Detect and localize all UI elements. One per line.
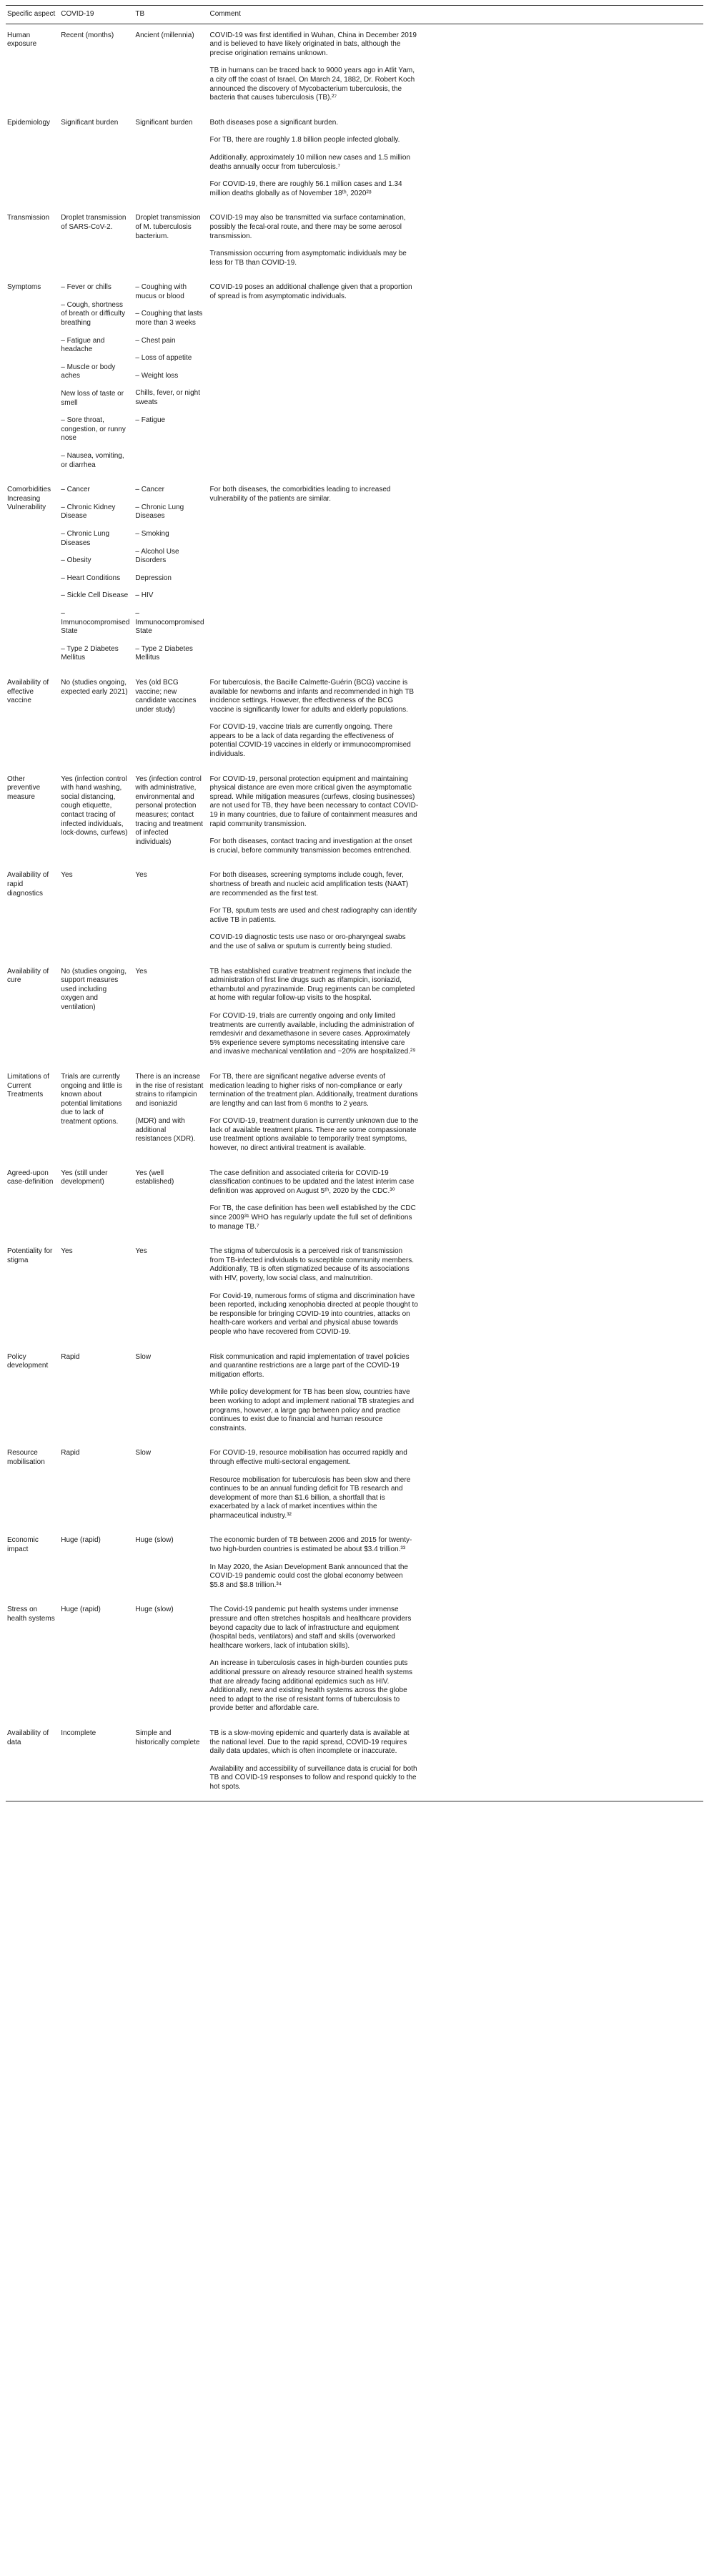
table-row — [6, 1442, 703, 1529]
cell-text: New loss of taste or smell — [61, 390, 124, 407]
tb-cell — [135, 768, 209, 865]
aspect-cell-content — [7, 283, 55, 292]
aspect-cell — [6, 864, 61, 960]
covid19-cell — [61, 112, 135, 207]
cell-text: – Alcohol Use Disorders — [135, 547, 179, 565]
aspect-cell — [6, 1598, 61, 1722]
covid19-cell — [61, 960, 135, 1066]
aspect-cell — [6, 1722, 61, 1801]
comment-paragraph: The Covid-19 pandemic put health systems under immense pressure and often stretches hospitals and healthcare providers beyond capacity due to lack of infrastructure and equipment (hospital beds, ventilators) and staff and skills (overworked healthcare workers, lack of intubation skills). — [209, 1606, 412, 1650]
covid19-cell — [61, 864, 135, 960]
cell-text: Rapid — [61, 1449, 80, 1457]
comment-cell-content — [210, 1073, 419, 1154]
aspect-cell-content — [7, 1073, 55, 1100]
tb-cell — [135, 207, 209, 276]
covid19-cell — [61, 1162, 135, 1241]
aspect-label: Availability of cure — [7, 967, 49, 985]
tb-cell — [135, 1598, 209, 1722]
comment-paragraph: An increase in tuberculosis cases in high-burden counties puts additional pressure on already resource strained health systems that are already facing additional epidemics such as HIV. Additionally, new and existing health systems across the globe need to adapt to the rise of resistant forms of tuberculosis to provide better and affordable care. — [209, 1659, 413, 1713]
cell-text: – Cough, shortness of breath or difficulty breathing — [61, 300, 126, 328]
comment-paragraph: For COVID-19, trials are currently ongoing and only limited treatments are currently available, including the administration of remdesivir and dexamethasone in severe cases. Approximately 5% experience severe symptoms necessitating intensive care and invasive mechanical ventilation and ~20% are hospitalized.²⁹ — [209, 1011, 416, 1056]
covid19-cell — [61, 276, 135, 478]
comment-paragraph: TB in humans can be traced back to 9000 years ago in Atlit Yam, a city off the coast of Israel. On March 24, 1882, Dr. Robert Koch announced the discovery of Mycobacterium tuberculosis, the bacteria that causes tuberculosis (TB).²⁷ — [209, 67, 415, 102]
aspect-cell — [6, 276, 61, 478]
comment-paragraph: TB is a slow-moving epidemic and quarterly data is available at the national level. Due to the rapid spread, COVID-19 requires daily data updates, which is often incomplete or inaccurate. — [209, 1729, 410, 1756]
aspect-cell-content — [7, 1606, 55, 1623]
covid19-cell-content — [61, 775, 129, 838]
table-row — [6, 1240, 703, 1345]
cell-text: – Fever or chills — [61, 283, 111, 292]
cell-text: No (studies ongoing, support measures used including oxygen and ventilation) — [61, 967, 127, 1011]
cell-text: – Coughing that lasts more than 3 weeks — [135, 310, 203, 328]
cell-text: Depression — [135, 574, 172, 582]
cell-text: Yes — [135, 1247, 147, 1256]
aspect-cell-content — [7, 968, 55, 985]
cell-text: Significant burden — [135, 118, 193, 127]
tb-cell-content — [135, 214, 204, 241]
comment-cell-content — [210, 968, 419, 1057]
tb-cell — [135, 960, 209, 1066]
comment-paragraph: Risk communication and rapid implementation of travel policies and quarantine restrictions are a large part of the COVID-19 mitigation efforts. — [209, 1352, 410, 1379]
cell-text: – Nausea, vomiting, or diarrhea — [61, 452, 124, 469]
comment-paragraph: For COVID-19, there are roughly 56.1 million cases and 1.34 million deaths globally as of November 18ᵗʰ, 2020²⁸ — [209, 180, 402, 197]
covid19-cell — [61, 1598, 135, 1722]
aspect-label: Potentiality for stigma — [7, 1247, 53, 1264]
tb-cell — [135, 112, 209, 207]
covid19-cell-content — [61, 1353, 129, 1362]
aspect-cell — [6, 24, 61, 112]
comment-paragraph: While policy development for TB has been slow, countries have been working to adopt and implement national TB strategies and programs, however, a large gap between policy and practice continues to exist due to financial and human resource constraints. — [209, 1388, 415, 1432]
aspect-cell-content — [7, 1247, 55, 1265]
cell-text: Huge (slow) — [135, 1536, 174, 1545]
tb-cell-content — [135, 31, 204, 41]
tb-cell-content — [135, 871, 204, 880]
covid19-cell-content — [61, 1729, 129, 1739]
tb-cell-content — [135, 1536, 204, 1545]
aspect-cell — [6, 1066, 61, 1162]
tb-cell — [135, 276, 209, 478]
comment-cell — [210, 768, 703, 865]
comment-paragraph: Transmission occurring from asymptomatic individuals may be less for TB than COVID-19. — [209, 250, 407, 267]
cell-text: – Type 2 Diabetes Mellitus — [135, 644, 193, 662]
cell-text: Significant burden — [61, 118, 119, 127]
aspect-label: Availability of effective vaccine — [7, 678, 49, 705]
comment-paragraph: For Covid-19, numerous forms of stigma and discrimination have been reported, including xenophobia directed at people thought to be responsible for bringing COVID-19 into countries, attacks on health-care workers and verbal and physical abuse towards people who have recovered from COVID-19. — [209, 1292, 418, 1336]
covid-tb-comparison-table — [6, 5, 703, 1801]
tb-cell-content — [135, 679, 204, 714]
aspect-cell — [6, 1162, 61, 1241]
comment-cell-content — [210, 1729, 419, 1792]
covid19-cell-content — [61, 283, 129, 470]
cell-text: Yes — [61, 1247, 73, 1256]
table-row — [6, 276, 703, 478]
covid19-cell — [61, 1442, 135, 1529]
aspect-cell-content — [7, 119, 55, 128]
covid19-cell — [61, 672, 135, 768]
table-row — [6, 864, 703, 960]
comment-cell — [210, 478, 703, 672]
tb-cell — [135, 478, 209, 672]
table-row — [6, 1066, 703, 1162]
aspect-cell-content — [7, 679, 55, 706]
table-row — [6, 1598, 703, 1722]
comment-cell-content — [210, 1247, 419, 1337]
comment-paragraph: Resource mobilisation for tuberculosis has been slow and there continues to be an annual funding deficit for TB research and development of more than $1.6 billion, a shortfall that is exacerbated by a lack of market incentives within the pharmaceutical industry.³² — [209, 1475, 411, 1520]
covid19-cell — [61, 1066, 135, 1162]
cell-text: Yes (still under development) — [61, 1169, 108, 1186]
covid19-cell — [61, 1240, 135, 1345]
aspect-cell — [6, 960, 61, 1066]
cell-text: Yes (well established) — [135, 1169, 174, 1186]
covid19-cell — [61, 1529, 135, 1598]
covid19-cell — [61, 207, 135, 276]
aspect-label: Resource mobilisation — [7, 1449, 45, 1466]
comment-cell — [210, 672, 703, 768]
column-header-covid19: COVID-19 — [61, 6, 135, 24]
aspect-cell-content — [7, 871, 55, 898]
cell-text: – Immunocompromised State — [61, 609, 130, 636]
covid19-cell-content — [61, 968, 129, 1013]
aspect-cell-content — [7, 1353, 55, 1371]
cell-text: – Sickle Cell Disease — [61, 591, 129, 600]
tb-cell-content — [135, 968, 204, 977]
covid19-cell-content — [61, 1449, 129, 1458]
comment-cell — [210, 1722, 703, 1801]
tb-cell — [135, 1066, 209, 1162]
cell-text: – Fatigue — [135, 416, 166, 424]
cell-text: Slow — [135, 1449, 152, 1457]
comment-paragraph: For TB, the case definition has been well established by the CDC since 2009³¹ WHO has regularly update the full set of definitions to manage TB.⁷ — [209, 1204, 416, 1231]
aspect-label: Other preventive measure — [7, 775, 41, 801]
cell-text: Huge (rapid) — [61, 1536, 101, 1545]
column-header-specific-aspect: Specific aspect — [6, 6, 61, 24]
aspect-cell-content — [7, 31, 55, 49]
comment-cell-content — [210, 1169, 419, 1232]
covid19-cell — [61, 768, 135, 865]
aspect-label: Policy development — [7, 1352, 49, 1370]
comment-paragraph: For both diseases, the comorbidities leading to increased vulnerability of the patients are similar. — [209, 486, 391, 503]
aspect-label: Economic impact — [7, 1536, 39, 1554]
tb-cell — [135, 1240, 209, 1345]
cell-text: – Chronic Kidney Disease — [61, 503, 116, 521]
comment-cell-content — [210, 1353, 419, 1434]
comment-paragraph: The stigma of tuberculosis is a perceived risk of transmission from TB-infected individuals to susceptible community members. Additionally, TB is often stigmatized because of its associations with HIV, poverty, low social class, and malnutrition. — [209, 1247, 415, 1282]
cell-text: (MDR) and with additional resistances (XDR). — [135, 1117, 196, 1144]
cell-text: – Type 2 Diabetes Mellitus — [61, 644, 119, 662]
cell-text: There is an increase in the rise of resistant strains to rifampicin and isoniazid — [135, 1072, 204, 1108]
cell-text: Yes — [61, 871, 73, 880]
comment-paragraph: Availability and accessibility of surveillance data is crucial for both TB and COVID-19 responses to follow and respond quickly to the hot spots. — [209, 1764, 417, 1791]
cell-text: Droplet transmission of M. tuberculosis bacterium. — [135, 214, 201, 240]
cell-text: Droplet transmission of SARS-CoV-2. — [61, 214, 127, 231]
comment-cell — [210, 112, 703, 207]
cell-text: Ancient (millennia) — [135, 31, 194, 39]
comment-paragraph: COVID-19 may also be transmitted via surface contamination, possibly the fecal-oral route, and there may be some aerosol transmission. — [209, 214, 406, 240]
aspect-cell — [6, 112, 61, 207]
aspect-label: Transmission — [7, 214, 50, 222]
comment-paragraph: COVID-19 was first identified in Wuhan, China in December 2019 and is believed to have likely originated in bats, although the precise origination remains unknown. — [209, 31, 417, 57]
tb-cell-content — [135, 775, 204, 847]
table-row — [6, 768, 703, 865]
comment-paragraph: For COVID-19, resource mobilisation has occurred rapidly and through effective multi-sectoral engagement. — [209, 1449, 407, 1466]
table-row — [6, 1722, 703, 1801]
comment-cell — [210, 1346, 703, 1442]
comment-cell — [210, 276, 703, 478]
aspect-label: Agreed-upon case-definition — [7, 1169, 54, 1186]
cell-text: – HIV — [135, 591, 154, 600]
cell-text: Yes (old BCG vaccine; new candidate vaccines under study) — [135, 678, 197, 714]
column-header-tb: TB — [135, 6, 209, 24]
aspect-label: Symptoms — [7, 283, 41, 292]
comment-cell-content — [210, 1449, 419, 1520]
table-row — [6, 1162, 703, 1241]
cell-text: No (studies ongoing, expected early 2021) — [61, 678, 128, 696]
cell-text: – Loss of appetite — [135, 354, 192, 363]
covid19-cell-content — [61, 871, 129, 880]
aspect-cell — [6, 1346, 61, 1442]
cell-text: – Chronic Lung Diseases — [135, 503, 184, 521]
covid19-cell-content — [61, 1247, 129, 1257]
covid19-cell — [61, 1722, 135, 1801]
comment-paragraph: For TB, there are significant negative adverse events of medication leading to higher risks of non-compliance or early termination of the treatment plan. Additionally, treatment durations are lengthy and can last from 6 months to 2 years. — [209, 1072, 418, 1108]
aspect-cell — [6, 1240, 61, 1345]
comment-paragraph: In May 2020, the Asian Development Bank announced that the COVID-19 pandemic could cost the global economy between $5.8 and $8.8 trillion.³⁴ — [209, 1563, 408, 1589]
aspect-cell-content — [7, 775, 55, 802]
table-header-row — [6, 6, 703, 24]
comment-cell — [210, 864, 703, 960]
comment-cell — [210, 24, 703, 112]
comment-cell-content — [210, 1536, 419, 1590]
cell-text: – Chronic Lung Diseases — [61, 529, 110, 547]
cell-text: – Immunocompromised State — [135, 609, 204, 636]
comment-paragraph: For TB, sputum tests are used and chest radiography can identify active TB in patients. — [209, 907, 417, 924]
comment-cell — [210, 1240, 703, 1345]
cell-text: – Weight loss — [135, 371, 179, 380]
table-row — [6, 478, 703, 672]
cell-text: – Sore throat, congestion, or runny nose — [61, 416, 126, 443]
comment-paragraph: TB has established curative treatment regimens that include the administration of first line drugs such as rifampicin, isoniazid, ethambutol and pyrazinamide. Drug regiments can be completed at home with regular follow-up visits to the hospital. — [209, 967, 415, 1003]
table-row — [6, 24, 703, 112]
cell-text: – Obesity — [61, 556, 91, 565]
covid19-cell-content — [61, 119, 129, 128]
covid19-cell-content — [61, 679, 129, 697]
cell-text: Chills, fever, or night sweats — [135, 389, 201, 407]
table-row — [6, 1346, 703, 1442]
tb-cell-content — [135, 1353, 204, 1362]
cell-text: – Fatigue and headache — [61, 336, 105, 354]
comment-cell — [210, 1598, 703, 1722]
aspect-label: Availability of data — [7, 1729, 49, 1746]
comment-cell — [210, 1529, 703, 1598]
comment-cell-content — [210, 486, 419, 503]
covid19-cell-content — [61, 1536, 129, 1545]
comment-cell — [210, 960, 703, 1066]
comment-paragraph: For COVID-19, vaccine trials are currently ongoing. There appears to be a lack of data regarding the effectiveness of potential COVID-19 vaccines in elderly or immunocompromised individuals. — [209, 723, 411, 759]
aspect-cell-content — [7, 1536, 55, 1554]
column-header-comment: Comment — [210, 6, 703, 24]
comment-paragraph: The economic burden of TB between 2006 and 2015 for twenty-two high-burden countries is estimated be about $3.4 trillion.³³ — [209, 1536, 412, 1554]
aspect-cell — [6, 768, 61, 865]
comment-cell-content — [210, 1606, 419, 1714]
covid19-cell — [61, 478, 135, 672]
comment-paragraph: COVID-19 diagnostic tests use naso or oro-pharyngeal swabs and the use of saliva or sputum is currently being studied. — [209, 933, 406, 950]
cell-text: Huge (slow) — [135, 1606, 174, 1614]
cell-text: Yes — [135, 871, 147, 880]
comment-paragraph: For COVID-19, personal protection equipment and maintaining physical distance are even more critical given the asymptomatic spread. While mitigation measures (curfews, closing businesses) are not used for TB, they have been necessary to contact COVID-19 in many countries, due to failure of containment measures and rapid community transmission. — [209, 775, 419, 828]
comment-cell — [210, 1442, 703, 1529]
cell-text: – Coughing with mucus or blood — [135, 283, 187, 300]
cell-text: – Cancer — [61, 486, 90, 494]
aspect-label: Human exposure — [7, 31, 37, 49]
tb-cell-content — [135, 486, 204, 663]
cell-text: – Cancer — [135, 486, 164, 494]
aspect-cell-content — [7, 1449, 55, 1467]
cell-text: Huge (rapid) — [61, 1606, 101, 1614]
cell-text: Slow — [135, 1352, 152, 1361]
aspect-label: Stress on health systems — [7, 1606, 55, 1623]
comment-cell — [210, 1162, 703, 1241]
cell-text: Yes (infection control with administrative, environmental and personal protection measures; contact tracing and treatment of infected individuals) — [135, 775, 203, 846]
aspect-cell — [6, 1529, 61, 1598]
cell-text: – Heart Conditions — [61, 574, 121, 582]
comment-cell-content — [210, 871, 419, 951]
aspect-cell — [6, 207, 61, 276]
tb-cell-content — [135, 1606, 204, 1615]
comment-paragraph: Both diseases pose a significant burden. — [209, 118, 339, 127]
aspect-label: Availability of rapid diagnostics — [7, 871, 49, 898]
tb-cell-content — [135, 1073, 204, 1144]
tb-cell — [135, 864, 209, 960]
comment-cell-content — [210, 31, 419, 103]
comment-paragraph: For COVID-19, treatment duration is currently unknown due to the lack of available treatment plans. There are some compassionate use treatment options available to temporarily treat symptoms, however, no direct antiviral treatment is available. — [209, 1117, 419, 1153]
aspect-label: Epidemiology — [7, 118, 51, 127]
covid19-cell-content — [61, 1169, 129, 1187]
tb-cell — [135, 1442, 209, 1529]
tb-cell-content — [135, 1449, 204, 1458]
table-row — [6, 1529, 703, 1598]
comment-paragraph: The case definition and associated criteria for COVID-19 classification continues to be updated and the latest interim case definition was approved on August 5ᵗʰ, 2020 by the CDC.³⁰ — [209, 1169, 415, 1195]
comment-paragraph: For both diseases, contact tracing and investigation at the onset is crucial, before community transmission becomes entrenched. — [209, 837, 412, 855]
cell-text: – Chest pain — [135, 336, 176, 345]
table-row — [6, 672, 703, 768]
tb-cell — [135, 1346, 209, 1442]
table-row — [6, 207, 703, 276]
tb-cell-content — [135, 1169, 204, 1187]
tb-cell-content — [135, 1247, 204, 1257]
comment-paragraph: Additionally, approximately 10 million new cases and 1.5 million deaths annually occur from tuberculosis.⁷ — [209, 153, 411, 171]
covid19-cell — [61, 24, 135, 112]
comment-cell-content — [210, 119, 419, 199]
comment-cell-content — [210, 214, 419, 267]
tb-cell — [135, 1529, 209, 1598]
comment-paragraph: For both diseases, screening symptoms include cough, fever, shortness of breath and nucleic acid amplification tests (NAAT) are recommended as the first test. — [209, 871, 409, 898]
aspect-cell — [6, 478, 61, 672]
covid19-cell — [61, 1346, 135, 1442]
tb-cell — [135, 24, 209, 112]
comment-cell-content — [210, 775, 419, 856]
tb-cell — [135, 1162, 209, 1241]
cell-text: Yes (infection control with hand washing, social distancing, cough etiquette, contact tracing of infected individuals, lock-downs, curfews) — [61, 775, 128, 837]
comment-paragraph: COVID-19 poses an additional challenge given that a proportion of spread is from asymptomatic individuals. — [209, 283, 412, 300]
comment-cell — [210, 207, 703, 276]
cell-text: Recent (months) — [61, 31, 114, 39]
cell-text: Simple and historically complete — [135, 1729, 200, 1746]
covid19-cell-content — [61, 486, 129, 663]
cell-text: – Smoking — [135, 529, 169, 538]
aspect-label: Limitations of Current Treatments — [7, 1072, 49, 1099]
tb-cell — [135, 672, 209, 768]
tb-cell — [135, 1722, 209, 1801]
cell-text: – Muscle or body aches — [61, 363, 116, 380]
aspect-cell-content — [7, 1169, 55, 1187]
cell-text: Rapid — [61, 1352, 80, 1361]
comment-paragraph: For tuberculosis, the Bacille Calmette-Guérin (BCG) vaccine is available for newborns and infants and recommended in high TB incidence settings. However, the effectiveness of the BCG vaccine is significantly lower for adults and elderly populations. — [209, 678, 415, 714]
aspect-cell-content — [7, 214, 55, 223]
aspect-cell — [6, 672, 61, 768]
tb-cell-content — [135, 1729, 204, 1747]
cell-text: Trials are currently ongoing and little is known about potential limitations due to lack of treatment options. — [61, 1072, 122, 1126]
cell-text: Yes — [135, 967, 147, 975]
table-row — [6, 112, 703, 207]
table-body — [6, 24, 703, 1801]
comment-cell-content — [210, 283, 419, 301]
table-row — [6, 960, 703, 1066]
aspect-cell-content — [7, 1729, 55, 1747]
aspect-label: Comorbidities Increasing Vulnerability — [7, 486, 51, 512]
cell-text: Incomplete — [61, 1729, 96, 1737]
covid19-cell-content — [61, 1073, 129, 1127]
aspect-cell — [6, 1442, 61, 1529]
covid19-cell-content — [61, 31, 129, 41]
comment-paragraph: For TB, there are roughly 1.8 billion people infected globally. — [209, 136, 400, 144]
comment-cell — [210, 1066, 703, 1162]
tb-cell-content — [135, 283, 204, 425]
covid19-cell-content — [61, 214, 129, 232]
tb-cell-content — [135, 119, 204, 128]
comment-cell-content — [210, 679, 419, 759]
covid19-cell-content — [61, 1606, 129, 1615]
aspect-cell-content — [7, 486, 55, 513]
